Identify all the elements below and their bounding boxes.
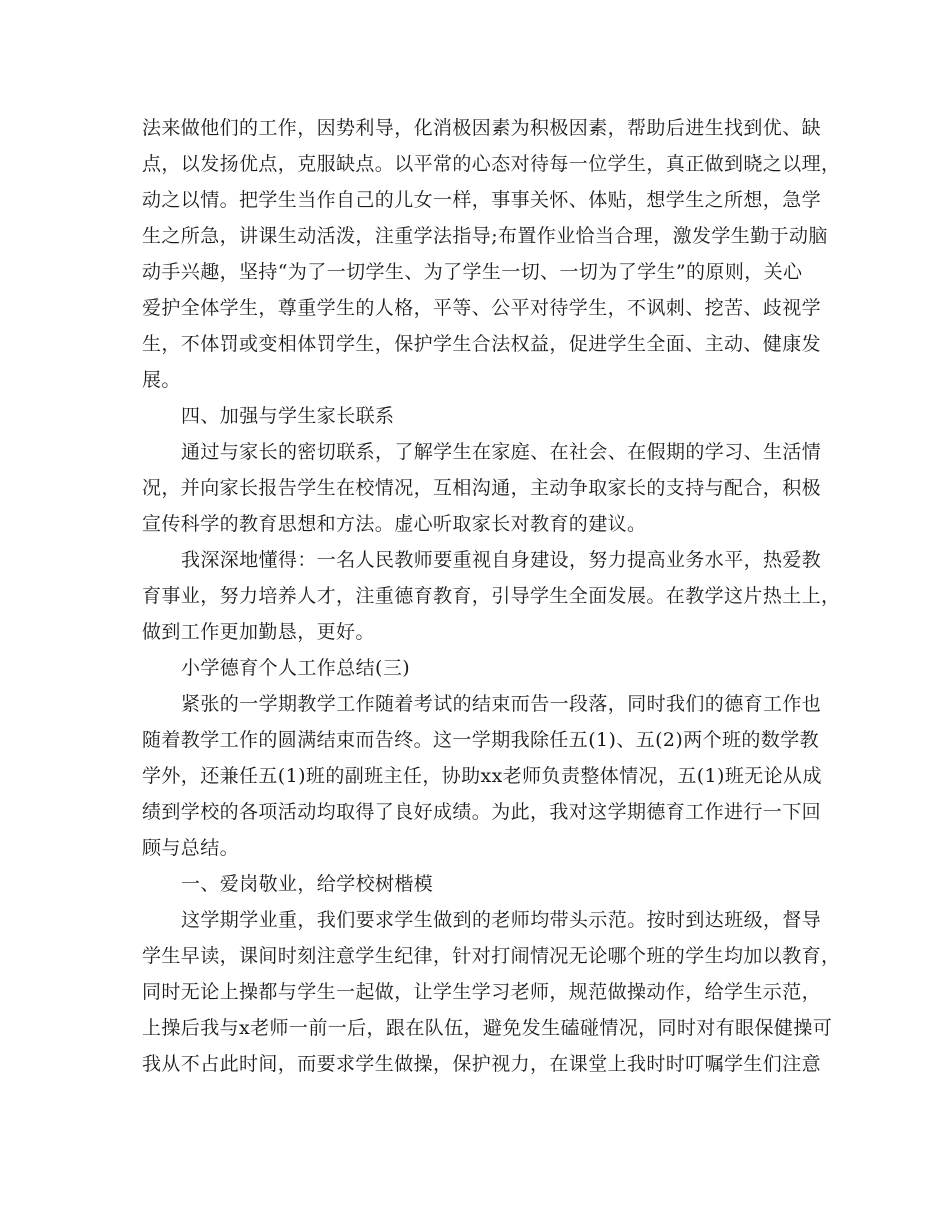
text-line: 生，不体罚或变相体罚学生，保护学生合法权益，促进学生全面、主动、健康发 xyxy=(142,333,822,355)
text-line: 随着教学工作的圆满结束而告终。这一学期我除任五(1)、五(2)两个班的数学教 xyxy=(142,729,820,751)
text-line: 点，以发扬优点，克服缺点。以平常的心态对待每一位学生，真正做到晓之以理， xyxy=(142,153,841,175)
text-line: 顾与总结。 xyxy=(142,837,240,859)
text-line: 绩到学校的各项活动均取得了良好成绩。为此，我对这学期德育工作进行一下回 xyxy=(142,801,822,823)
text-line: 通过与家长的密切联系，了解学生在家庭、在社会、在假期的学习、生活情 xyxy=(181,441,822,463)
text-line: 展。 xyxy=(142,369,181,391)
text-line: 动手兴趣，坚持“为了一切学生、为了学生一切、一切为了学生”的原则，关心 xyxy=(142,261,803,283)
section-heading: 四、加强与学生家长联系 xyxy=(181,405,395,427)
section-heading: 一、爱岗敬业，给学校树楷模 xyxy=(181,873,434,895)
text-line: 做到工作更加勤恳，更好。 xyxy=(142,621,375,643)
text-line: 紧张的一学期教学工作随着考试的结束而告一段落，同时我们的德育工作也 xyxy=(181,693,822,715)
text-line: 育事业，努力培养人才，注重德育教育，引导学生全面发展。在教学这片热土上， xyxy=(142,585,841,607)
text-line: 况，并向家长报告学生在校情况，互相沟通，主动争取家长的支持与配合，积极 xyxy=(142,477,822,499)
text-line: 学生早读，课间时刻注意学生纪律，针对打闹情况无论哪个班的学生均加以教育， xyxy=(142,945,841,967)
text-line: 学外，还兼任五(1)班的副班主任，协助xx老师负责整体情况，五(1)班无论从成 xyxy=(142,765,822,787)
text-line: 我深深地懂得：一名人民教师要重视自身建设，努力提高业务水平，热爱教 xyxy=(181,549,822,571)
text-line: 上操后我与x老师一前一后，跟在队伍，避免发生磕碰情况，同时对有眼保健操可 xyxy=(142,1017,833,1039)
text-line: 同时无论上操都与学生一起做，让学生学习老师，规范做操动作，给学生示范， xyxy=(142,981,822,1003)
text-line: 这学期学业重，我们要求学生做到的老师均带头示范。按时到达班级，督导 xyxy=(181,909,822,931)
text-line: 爱护全体学生，尊重学生的人格，平等、公平对待学生，不讽刺、挖苦、歧视学 xyxy=(142,297,822,319)
text-line: 法来做他们的工作，因势利导，化消极因素为积极因素，帮助后进生找到优、缺 xyxy=(142,117,822,139)
text-line: 宣传科学的教育思想和方法。虚心听取家长对教育的建议。 xyxy=(142,513,647,535)
text-line: 我从不占此时间，而要求学生做操，保护视力，在课堂上我时时叮嘱学生们注意 xyxy=(142,1053,822,1075)
text-line: 生之所急，讲课生动活泼，注重学法指导;布置作业恰当合理，激发学生勤于动脑 xyxy=(142,225,828,247)
document-title: 小学德育个人工作总结(三) xyxy=(181,657,411,679)
text-line: 动之以情。把学生当作自己的儿女一样，事事关怀、体贴，想学生之所想，急学 xyxy=(142,189,822,211)
